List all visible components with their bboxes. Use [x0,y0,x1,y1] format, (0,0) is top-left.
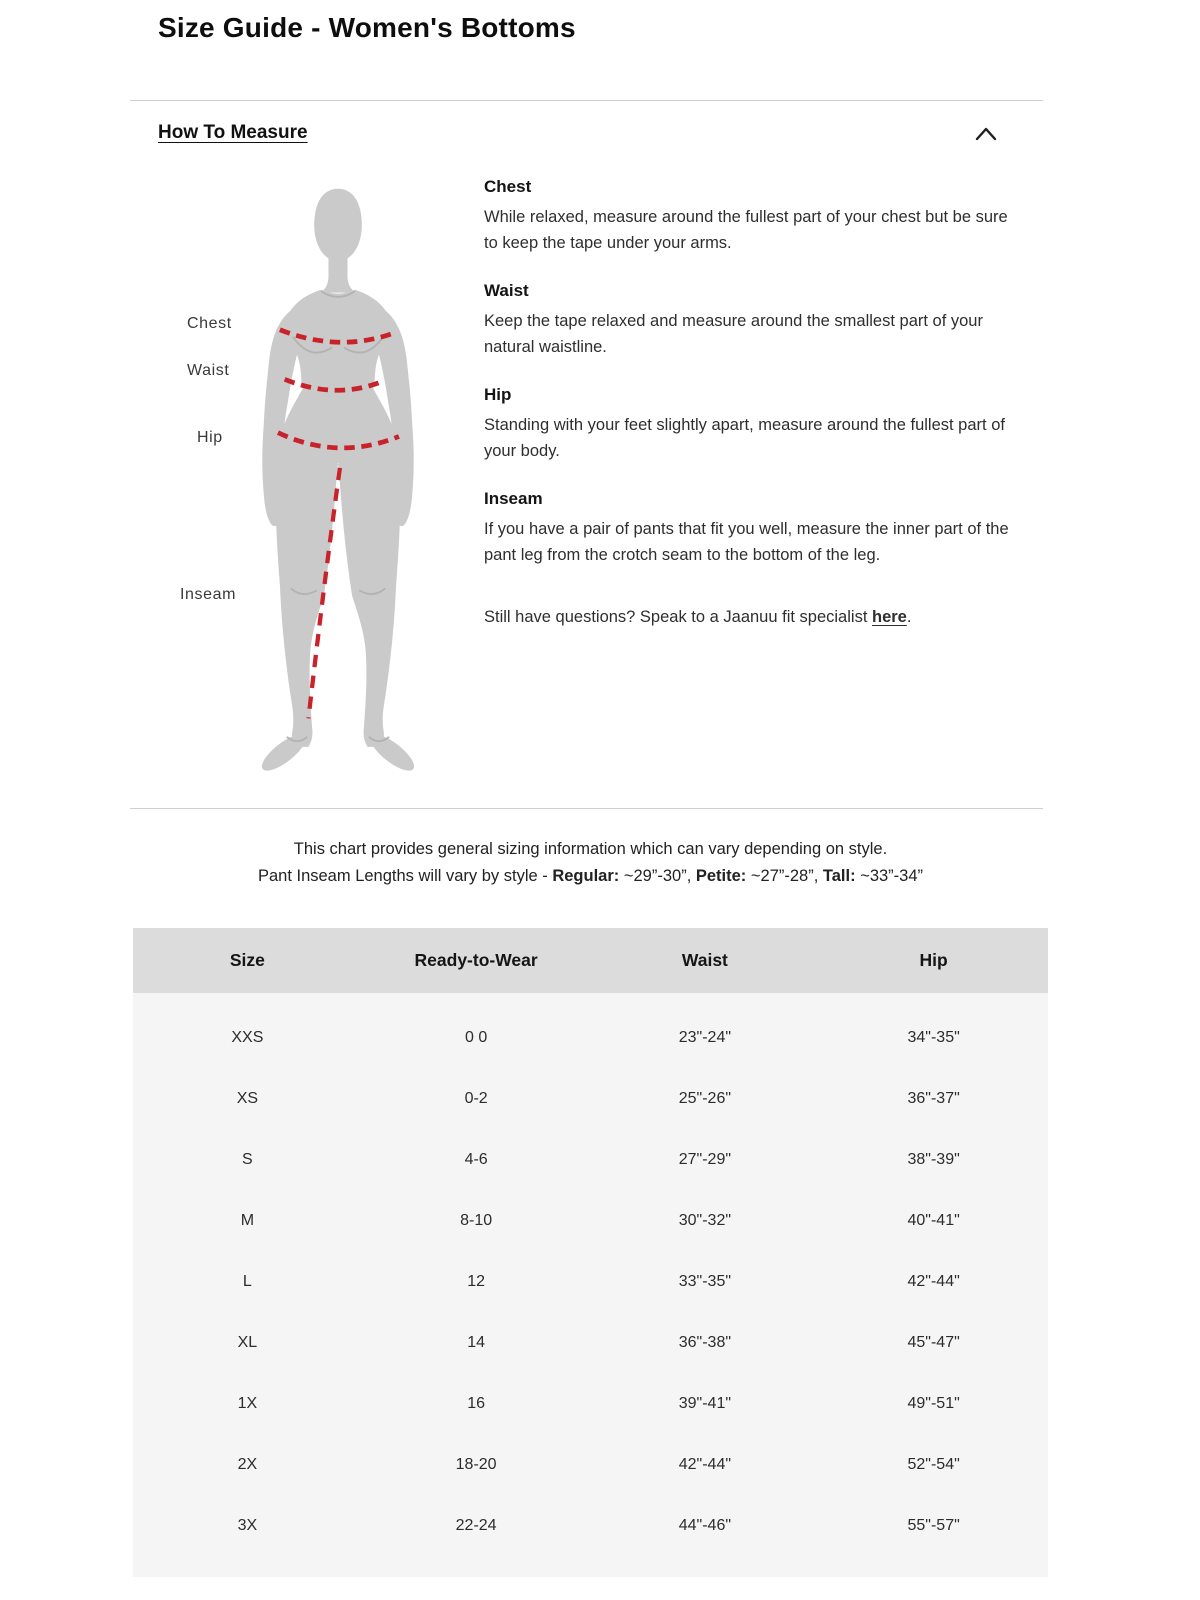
cell-hip: 42"-44" [907,1272,960,1290]
fit-specialist-text: Still have questions? Speak to a Jaanuu fit specialist [484,608,872,626]
how-to-measure-section [133,165,1045,808]
cell-size: 3X [237,1516,258,1534]
size-chart-table [133,928,1048,1577]
cell-hip: 36"-37" [907,1089,960,1107]
cell-ready-to-wear: 22-24 [455,1516,497,1534]
table-row [133,1068,1048,1129]
body-silhouette [257,189,419,777]
cell-hip: 40"-41" [907,1211,960,1229]
cell-size: S [242,1150,253,1168]
chevron-up-icon[interactable] [971,120,1001,150]
inseam-style-label: Petite: [695,867,747,885]
table-row [133,1495,1048,1556]
cell-size: 1X [237,1394,258,1412]
measure-section-body: If you have a pair of pants that fit you well, measure the inner part of the pant leg from the crotch seam to the bottom of the leg. [484,520,1009,564]
table-row [133,1312,1048,1373]
measure-section-chest [484,177,1024,256]
cell-waist: 36"-38" [678,1333,732,1351]
cell-hip: 38"-39" [907,1150,960,1168]
figure-label-inseam: Inseam [180,586,237,603]
cell-size: XL [237,1333,258,1351]
measure-section-hip [484,385,1024,464]
cell-hip: 45"-47" [907,1333,960,1351]
cell-ready-to-wear: 0 0 [465,1028,488,1046]
cell-waist: 30"-32" [678,1211,732,1229]
cell-hip: 52"-54" [907,1455,960,1473]
inseam-style-value: ~29”-30”, [619,867,696,885]
size-table-body [133,993,1048,1577]
figure-label-hip: Hip [197,429,223,446]
cell-waist: 23"-24" [678,1028,732,1046]
cell-waist: 42"-44" [678,1455,732,1473]
inseam-style-value: ~33”-34” [855,867,924,885]
table-row [133,1434,1048,1495]
cell-waist: 25"-26" [678,1089,732,1107]
cell-hip: 49"-51" [907,1394,960,1412]
cell-ready-to-wear: 12 [467,1272,486,1290]
fit-specialist-line [484,604,1024,630]
cell-ready-to-wear: 8-10 [460,1211,493,1229]
figure-label-chest: Chest [187,315,232,332]
measure-section-body: Keep the tape relaxed and measure around the smallest part of your natural waistline. [484,312,983,356]
sizing-note-line1: This chart provides general sizing information which can vary depending on style. [293,840,888,858]
measure-section-title: Chest [484,177,532,196]
cell-size: 2X [237,1455,258,1473]
measure-section-waist [484,281,1024,360]
cell-ready-to-wear: 0-2 [464,1089,488,1107]
column-header-hip: Hip [919,950,948,970]
table-row [133,1251,1048,1312]
divider [130,808,1043,809]
figure-label-waist: Waist [187,362,230,379]
cell-size: L [242,1272,252,1290]
measure-instructions [484,177,1024,630]
inseam-style-label: Tall: [822,867,856,885]
cell-ready-to-wear: 18-20 [455,1455,497,1473]
fit-specialist-period: . [906,608,912,626]
column-header-ready-to-wear: Ready-to-Wear [414,950,538,970]
cell-size: XS [236,1089,259,1107]
column-header-size: Size [229,950,265,970]
page-title: Size Guide - Women's Bottoms [158,12,576,43]
body-measurement-diagram [238,170,438,800]
cell-waist: 33"-35" [678,1272,732,1290]
fit-specialist-link[interactable]: here [871,608,907,626]
cell-waist: 39"-41" [678,1394,732,1412]
table-row [133,1373,1048,1434]
table-row [133,1129,1048,1190]
divider [130,100,1043,101]
cell-ready-to-wear: 16 [467,1394,486,1412]
measure-section-inseam [484,489,1024,568]
inseam-style-value: ~27”-28”, [746,867,823,885]
cell-ready-to-wear: 14 [467,1333,486,1351]
how-to-measure-heading: How To Measure [158,122,308,143]
sizing-note-line2-prefix: Pant Inseam Lengths will vary by style - [257,867,553,885]
cell-hip: 34"-35" [907,1028,960,1046]
cell-ready-to-wear: 4-6 [464,1150,488,1168]
size-table-header [133,928,1048,993]
how-to-measure-accordion-header[interactable] [133,118,1043,158]
cell-waist: 44"-46" [678,1516,732,1534]
measure-section-body: Standing with your feet slightly apart, measure around the fullest part of your body. [484,416,1005,460]
cell-size: M [240,1211,255,1229]
measure-section-body: While relaxed, measure around the fullest part of your chest but be sure to keep the tape under your arms. [484,208,1008,252]
sizing-note-line2 [133,863,1048,890]
cell-size: XXS [231,1028,264,1046]
column-header-waist: Waist [681,950,728,970]
measure-section-title: Waist [484,281,529,300]
sizing-note [133,836,1048,890]
cell-waist: 27"-29" [678,1150,732,1168]
inseam-style-label: Regular: [552,867,620,885]
cell-hip: 55"-57" [907,1516,960,1534]
table-row [133,1190,1048,1251]
measure-section-title: Inseam [484,489,543,508]
table-row [133,1007,1048,1068]
measure-section-title: Hip [484,385,512,404]
